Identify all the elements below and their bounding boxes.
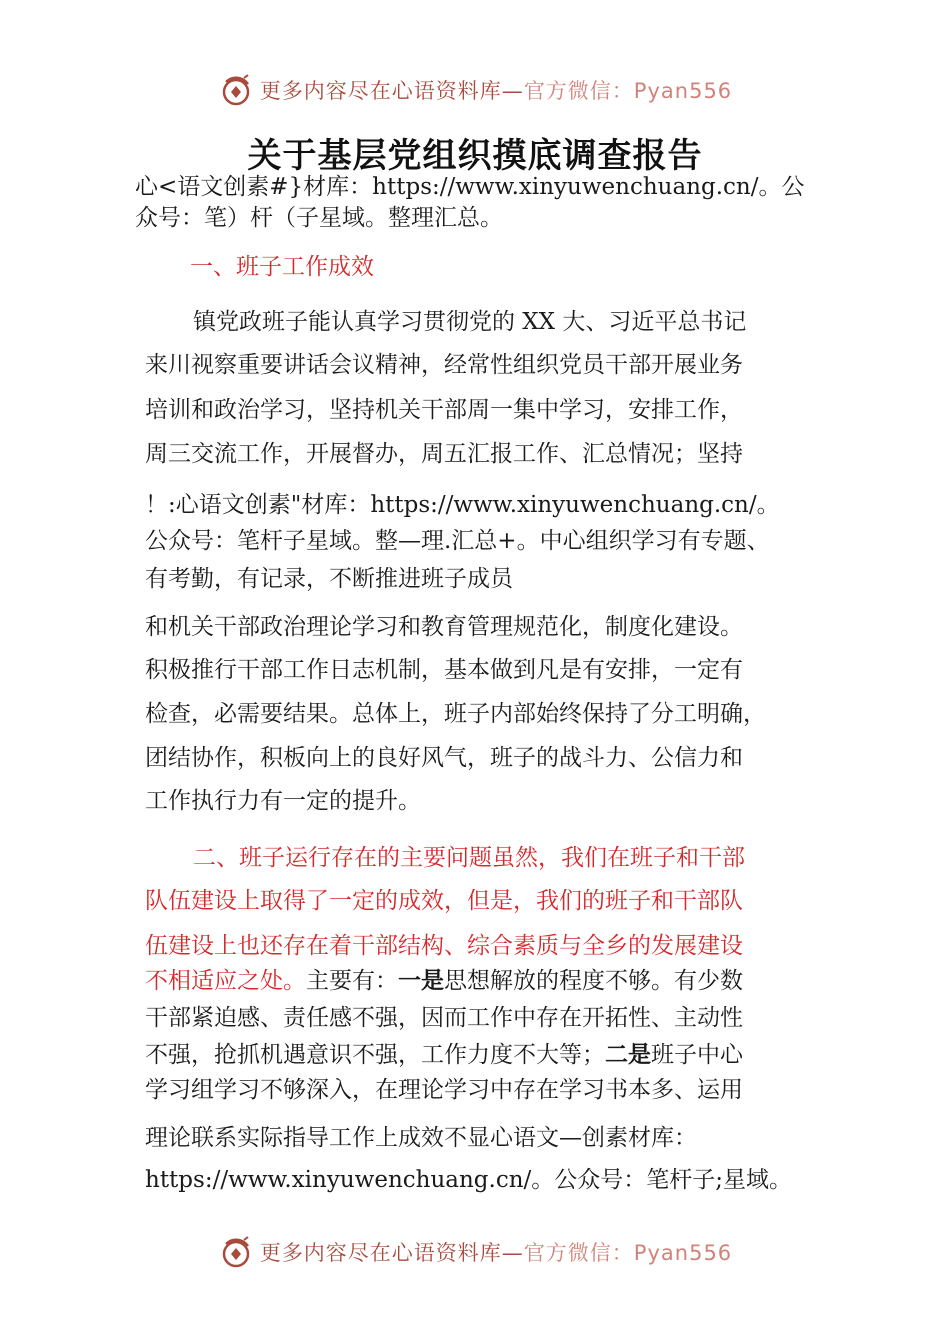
body-line-20: https://www.xinyuwenchuang.cn/。公众号：笔杆子;星域。 — [145, 1167, 793, 1193]
header-watermark — [0, 68, 950, 112]
body-line-4: 来川视察重要讲话会议精神，经常性组织党员干部开展业务 — [145, 352, 743, 378]
body-line-5: 培训和政治学习，坚持机关干部周一集中学习，安排工作， — [145, 397, 743, 423]
body-line-2: 众号：笔）杆（子星域。整理汇总。 — [135, 205, 503, 231]
body-line-18: 学习组学习不够深入，在理论学习中存在学习书本多、运用 — [145, 1077, 743, 1103]
logo-icon — [218, 1234, 254, 1270]
body-line-7: ！:心语文创素"材库：https://www.xinyuwenchuang.cn/。 — [145, 492, 780, 518]
body-line-15: 不相适应之处。主要有：一是思想解放的程度不够。有少数 — [145, 968, 743, 994]
document-title: 关于基层党组织摸底调查报告 — [247, 136, 703, 176]
body-line-9: 有考勤，有记录，不断推进班子成员 — [145, 566, 513, 592]
body-line-3: 镇党政班子能认真学习贯彻党的 XX 大、习近平总书记 — [193, 309, 747, 335]
body-line-10: 和机关干部政治理论学习和教育管理规范化，制度化建设。 — [145, 614, 743, 640]
body-line-13: 团结协作，积板向上的良好风气，班子的战斗力、公信力和 — [145, 745, 743, 771]
watermark-text: 更多内容尽在心语资料库—官方微信：Pyan556 — [259, 79, 733, 103]
footer-watermark — [0, 1230, 950, 1274]
section-heading-2-line-1: 二、班子运行存在的主要问题虽然，我们在班子和干部 — [193, 845, 745, 871]
section-heading-1: 一、班子工作成效 — [190, 254, 374, 280]
watermark-text: 更多内容尽在心语资料库—官方微信：Pyan556 — [259, 1241, 733, 1265]
logo-icon — [218, 72, 254, 108]
body-line-6: 周三交流工作，开展督办，周五汇报工作、汇总情况；坚持 — [145, 441, 743, 467]
body-line-17: 不强，抢抓机遇意识不强，工作力度不大等；二是班子中心 — [145, 1042, 743, 1068]
body-line-16: 干部紧迫感、责任感不强，因而工作中存在开拓性、主动性 — [145, 1005, 743, 1031]
section-heading-2-line-2: 队伍建设上取得了一定的成效，但是，我们的班子和干部队 — [145, 888, 743, 914]
section-heading-2-line-3: 伍建设上也还存在着干部结构、综合素质与全乡的发展建设 — [145, 933, 743, 959]
body-line-19: 理论联系实际指导工作上成效不显心语文—创素材库： — [145, 1125, 697, 1151]
body-line-14: 工作执行力有一定的提升。 — [145, 788, 421, 814]
body-line-11: 积极推行干部工作日志机制，基本做到凡是有安排，一定有 — [145, 657, 743, 683]
body-line-8: 公众号：笔杆子星域。整—理.汇总+。中心组织学习有专题、 — [145, 528, 770, 554]
body-line-1: 心<语文创素#}材库：https://www.xinyuwenchuang.cn/。公 — [135, 174, 805, 200]
body-line-12: 检查，必需要结果。总体上，班子内部始终保持了分工明确， — [145, 701, 766, 727]
